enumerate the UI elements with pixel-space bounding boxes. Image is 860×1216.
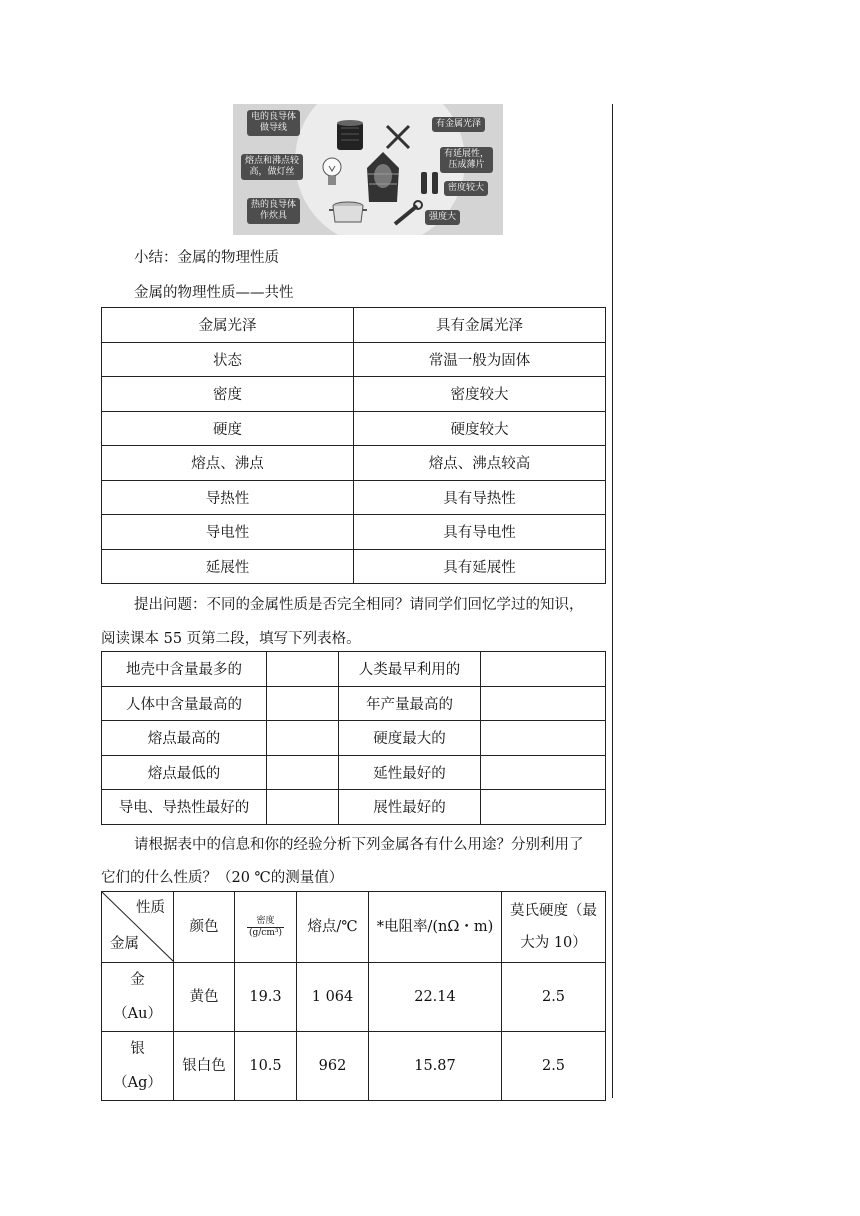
question-cell: 展性最好的 bbox=[339, 790, 481, 825]
property-name-cell: 金属光泽 bbox=[102, 308, 354, 343]
metal-name: 金 bbox=[130, 972, 145, 988]
table-row bbox=[102, 721, 606, 756]
label-strength: 强度大 bbox=[425, 210, 460, 225]
summary-heading: 小结：金属的物理性质 bbox=[134, 250, 279, 266]
table-row bbox=[102, 686, 606, 721]
question-cell: 地壳中含量最多的 bbox=[102, 652, 267, 687]
table-row bbox=[102, 963, 606, 1032]
property-name-cell: 熔点、沸点 bbox=[102, 446, 354, 481]
answer-blank-cell[interactable] bbox=[481, 721, 606, 756]
question-cell: 硬度最大的 bbox=[339, 721, 481, 756]
hardness-cell: 2.5 bbox=[502, 1032, 606, 1101]
question-cell: 熔点最低的 bbox=[102, 755, 267, 790]
label-conductor: 电的良导体 做导线 bbox=[247, 110, 300, 136]
melting-cell: 1 064 bbox=[297, 963, 369, 1032]
physical-properties-table bbox=[101, 307, 606, 584]
property-name-cell: 延展性 bbox=[102, 549, 354, 584]
property-value-cell: 密度较大 bbox=[354, 377, 606, 412]
cutlery-icon bbox=[383, 122, 413, 152]
property-name-cell: 导热性 bbox=[102, 480, 354, 515]
hardness-cell: 2.5 bbox=[502, 963, 606, 1032]
question-cell: 人类最早利用的 bbox=[339, 652, 481, 687]
density-cell: 10.5 bbox=[235, 1032, 297, 1101]
property-value-cell: 常温一般为固体 bbox=[354, 342, 606, 377]
header-density bbox=[235, 892, 297, 963]
property-name-cell: 状态 bbox=[102, 342, 354, 377]
property-value-cell: 硬度较大 bbox=[354, 411, 606, 446]
color-cell: 黄色 bbox=[174, 963, 235, 1032]
answer-blank-cell[interactable] bbox=[481, 755, 606, 790]
question-paragraph-line1: 提出问题：不同的金属性质是否完全相同？请同学们回忆学过的知识， bbox=[134, 597, 584, 613]
density-cell: 19.3 bbox=[235, 963, 297, 1032]
metal-name-cell bbox=[102, 1032, 174, 1101]
header-resistivity: *电阻率/(nΩ・m) bbox=[369, 892, 502, 963]
metal-properties-illustration bbox=[233, 104, 503, 235]
property-value-cell: 具有导热性 bbox=[354, 480, 606, 515]
table-row bbox=[102, 377, 606, 412]
wrench-icon bbox=[391, 200, 423, 228]
header-melting-point: 熔点/℃ bbox=[297, 892, 369, 963]
table-row bbox=[102, 1032, 606, 1101]
table-header-row bbox=[102, 892, 606, 963]
header-color: 颜色 bbox=[174, 892, 235, 963]
color-cell: 银白色 bbox=[174, 1032, 235, 1101]
table-row bbox=[102, 549, 606, 584]
question-cell: 年产量最高的 bbox=[339, 686, 481, 721]
metal-facts-table bbox=[101, 651, 606, 825]
answer-blank-cell[interactable] bbox=[267, 686, 339, 721]
table-row bbox=[102, 308, 606, 343]
answer-blank-cell[interactable] bbox=[481, 686, 606, 721]
property-value-cell: 熔点、沸点较高 bbox=[354, 446, 606, 481]
property-value-cell: 具有金属光泽 bbox=[354, 308, 606, 343]
dumbbell-icon bbox=[419, 170, 441, 196]
answer-blank-cell[interactable] bbox=[267, 790, 339, 825]
table-row bbox=[102, 790, 606, 825]
table-row bbox=[102, 411, 606, 446]
answer-blank-cell[interactable] bbox=[481, 790, 606, 825]
property-value-cell: 具有延展性 bbox=[354, 549, 606, 584]
question-cell: 导电、导热性最好的 bbox=[102, 790, 267, 825]
density-numerator: 密度 bbox=[247, 916, 284, 928]
table-row bbox=[102, 480, 606, 515]
metal-name-cell bbox=[102, 963, 174, 1032]
property-name-cell: 导电性 bbox=[102, 515, 354, 550]
wire-spool-icon bbox=[333, 118, 367, 154]
property-value-cell: 具有导电性 bbox=[354, 515, 606, 550]
melting-cell: 962 bbox=[297, 1032, 369, 1101]
golden-mask-icon bbox=[363, 150, 403, 206]
label-melting-point: 熔点和沸点较 高，做灯丝 bbox=[241, 154, 303, 180]
margin-rule bbox=[612, 104, 613, 1098]
table-row bbox=[102, 515, 606, 550]
diagonal-header-cell bbox=[102, 892, 174, 963]
table-row bbox=[102, 446, 606, 481]
label-ductility: 有延展性， 压成薄片 bbox=[440, 147, 493, 173]
label-luster: 有金属光泽 bbox=[432, 117, 485, 132]
resistivity-cell: 15.87 bbox=[369, 1032, 502, 1101]
table-row bbox=[102, 342, 606, 377]
light-bulb-icon bbox=[321, 156, 343, 190]
label-density: 密度较大 bbox=[444, 181, 488, 196]
cooking-pot-icon bbox=[329, 198, 367, 226]
answer-blank-cell[interactable] bbox=[267, 721, 339, 756]
density-unit: (g/cm³) bbox=[249, 927, 282, 938]
metal-name: 银 bbox=[130, 1041, 145, 1057]
property-name-cell: 密度 bbox=[102, 377, 354, 412]
answer-blank-cell[interactable] bbox=[267, 755, 339, 790]
label-heat-conductor: 热的良导体 作炊具 bbox=[247, 198, 300, 224]
analysis-paragraph-line2: 它们的什么性质？（20 ℃的测量值） bbox=[101, 870, 344, 886]
question-paragraph-line2: 阅读课本 55 页第二段，填写下列表格。 bbox=[101, 631, 361, 647]
common-properties-heading: 金属的物理性质——共性 bbox=[134, 285, 294, 301]
analysis-paragraph-line1: 请根据表中的信息和你的经验分析下列金属各有什么用途？分别利用了 bbox=[134, 837, 584, 853]
diag-header-metal: 金属 bbox=[110, 936, 139, 952]
header-hardness: 莫氏硬度（最大为 10） bbox=[502, 892, 606, 963]
question-cell: 延性最好的 bbox=[339, 755, 481, 790]
question-cell: 人体中含量最高的 bbox=[102, 686, 267, 721]
question-cell: 熔点最高的 bbox=[102, 721, 267, 756]
metal-symbol: （Ag） bbox=[113, 1075, 162, 1091]
resistivity-cell: 22.14 bbox=[369, 963, 502, 1032]
answer-blank-cell[interactable] bbox=[481, 652, 606, 687]
property-name-cell: 硬度 bbox=[102, 411, 354, 446]
metal-symbol: （Au） bbox=[113, 1006, 162, 1022]
metal-data-table bbox=[101, 891, 606, 1101]
table-row bbox=[102, 755, 606, 790]
table-row bbox=[102, 652, 606, 687]
answer-blank-cell[interactable] bbox=[267, 652, 339, 687]
diag-header-property: 性质 bbox=[136, 900, 165, 916]
